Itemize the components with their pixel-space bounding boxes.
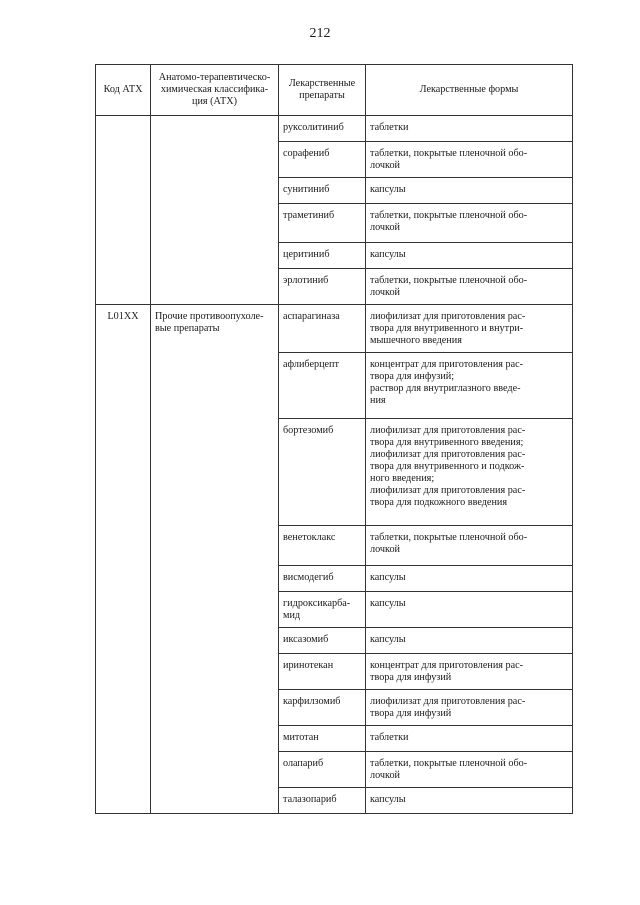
drug-name-cell: аспарагиназа: [279, 305, 366, 353]
dosage-form-cell: [366, 726, 573, 752]
dosage-form-cell: [366, 353, 573, 419]
dosage-form-cell: [366, 243, 573, 269]
dosage-form-line: твора для инфузий;: [370, 371, 455, 382]
dosage-form-line: таблетки: [370, 122, 409, 133]
drug-name-cell: венетоклакс: [279, 526, 366, 566]
dosage-form-line: твора для подкожного введения: [370, 497, 508, 508]
drug-name-cell: иринотекан: [279, 654, 366, 690]
atx-classification-cell: Прочие противоопухоле-вые препараты: [151, 305, 279, 814]
dosage-form-line: ного введения;: [370, 473, 435, 484]
dosage-form-line: концентрат для приготовления рас-: [370, 359, 524, 370]
dosage-form-line: лиофилизат для приготовления рас-: [370, 449, 526, 460]
dosage-form-line: концентрат для приготовления рас-: [370, 660, 524, 671]
drug-name-cell: руксолитиниб: [279, 116, 366, 142]
dosage-form-cell: [366, 178, 573, 204]
dosage-form-line: ния: [370, 395, 386, 406]
dosage-form-cell: [366, 526, 573, 566]
dosage-form-line: капсулы: [370, 184, 406, 195]
atx-code-cell: [96, 116, 151, 305]
dosage-form-line: лочкой: [370, 160, 401, 171]
header-classification: Анатомо-терапевтическо-химическая классифика-ция (АТХ): [151, 65, 279, 116]
dosage-form-cell: [366, 566, 573, 592]
dosage-form-line: капсулы: [370, 572, 406, 583]
drug-name-cell: сорафениб: [279, 142, 366, 178]
drug-name-cell: траметиниб: [279, 204, 366, 243]
table-row: [96, 305, 573, 353]
dosage-form-cell: [366, 116, 573, 142]
dosage-form-line: капсулы: [370, 794, 406, 805]
dosage-form-line: твора для внутривенного и внутри-: [370, 323, 524, 334]
dosage-form-cell: [366, 752, 573, 788]
table-header-row: [96, 65, 573, 116]
dosage-form-cell: [366, 690, 573, 726]
dosage-form-line: таблетки: [370, 732, 409, 743]
dosage-form-cell: [366, 788, 573, 814]
drug-name-cell: висмодегиб: [279, 566, 366, 592]
dosage-form-line: мышечного введения: [370, 335, 462, 346]
dosage-form-line: твора для внутривенного и подкож-: [370, 461, 525, 472]
dosage-form-line: твора для инфузий: [370, 708, 452, 719]
dosage-form-line: лочкой: [370, 287, 401, 298]
dosage-form-line: капсулы: [370, 634, 406, 645]
page-number: 212: [309, 26, 331, 41]
header-drugs: Лекарственные препараты: [279, 65, 366, 116]
dosage-form-cell: [366, 305, 573, 353]
dosage-form-cell: [366, 204, 573, 243]
dosage-form-line: лочкой: [370, 770, 401, 781]
drug-name-cell: иксазомиб: [279, 628, 366, 654]
table-body: [96, 116, 573, 814]
dosage-form-line: лиофилизат для приготовления рас-: [370, 696, 526, 707]
drug-name-cell: олапариб: [279, 752, 366, 788]
drug-name-cell: афлиберцепт: [279, 353, 366, 419]
dosage-form-line: лиофилизат для приготовления рас-: [370, 311, 526, 322]
drug-name-cell: сунитиниб: [279, 178, 366, 204]
dosage-form-cell: [366, 654, 573, 690]
atx-code-cell: L01XX: [96, 305, 151, 814]
dosage-form-line: таблетки, покрытые пленочной обо-: [370, 210, 528, 221]
dosage-form-line: твора для внутривенного введения;: [370, 437, 524, 448]
drug-name-cell: гидроксикарба-мид: [279, 592, 366, 628]
dosage-form-line: лочкой: [370, 544, 401, 555]
dosage-form-line: лочкой: [370, 222, 401, 233]
drug-name-cell: митотан: [279, 726, 366, 752]
dosage-form-line: лиофилизат для приготовления рас-: [370, 425, 526, 436]
dosage-form-line: таблетки, покрытые пленочной обо-: [370, 275, 528, 286]
dosage-form-line: раствор для внутриглазного введе-: [370, 383, 521, 394]
drug-name-cell: талазопариб: [279, 788, 366, 814]
dosage-form-line: капсулы: [370, 598, 406, 609]
dosage-form-cell: [366, 628, 573, 654]
dosage-form-cell: [366, 142, 573, 178]
dosage-form-cell: [366, 419, 573, 526]
dosage-form-line: таблетки, покрытые пленочной обо-: [370, 532, 528, 543]
table-row: [96, 116, 573, 142]
dosage-form-line: таблетки, покрытые пленочной обо-: [370, 758, 528, 769]
drug-table: [95, 64, 573, 814]
atx-classification-cell: [151, 116, 279, 305]
header-forms: Лекарственные формы: [366, 65, 573, 116]
dosage-form-line: твора для инфузий: [370, 672, 452, 683]
dosage-form-cell: [366, 269, 573, 305]
dosage-form-cell: [366, 592, 573, 628]
dosage-form-line: лиофилизат для приготовления рас-: [370, 485, 526, 496]
drug-name-cell: карфилзомиб: [279, 690, 366, 726]
drug-name-cell: эрлотиниб: [279, 269, 366, 305]
dosage-form-line: таблетки, покрытые пленочной обо-: [370, 148, 528, 159]
drug-name-cell: церитиниб: [279, 243, 366, 269]
header-code: Код АТХ: [96, 65, 151, 116]
dosage-form-line: капсулы: [370, 249, 406, 260]
drug-name-cell: бортезомиб: [279, 419, 366, 526]
